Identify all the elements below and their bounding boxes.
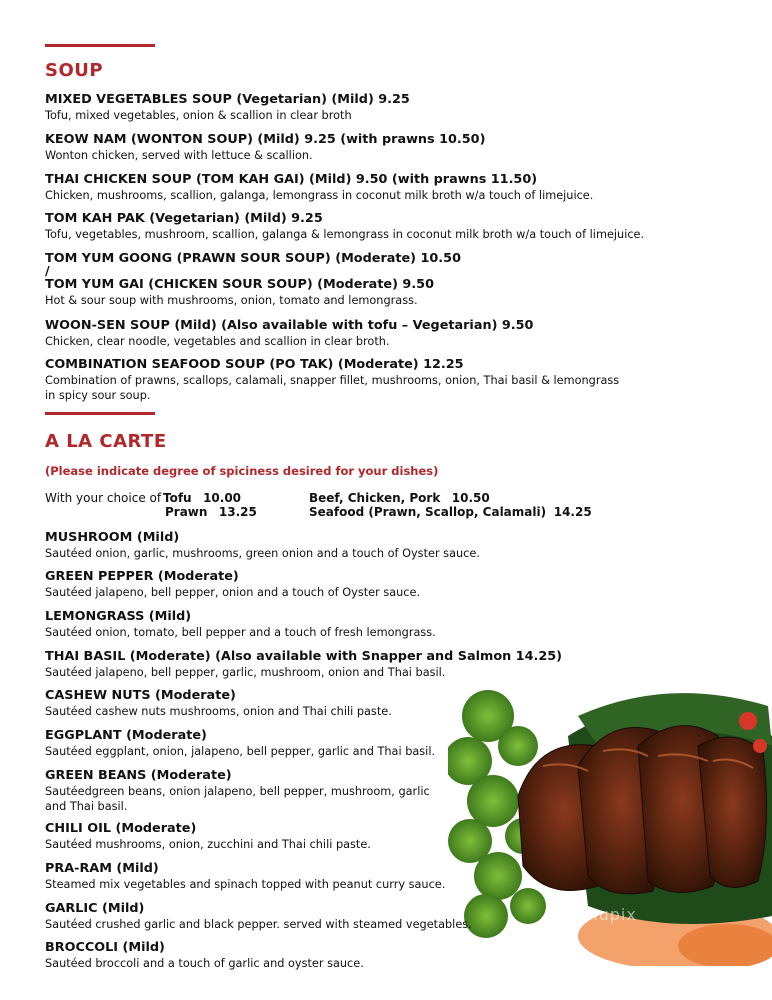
item-description: Sautéed crushed garlic and black pepper. served with steamed vegetables. (45, 918, 472, 931)
item-description: Sautéed jalapeno, bell pepper, garlic, mushroom, onion and Thai basil. (45, 666, 446, 679)
item-description: Chicken, mushrooms, scallion, galanga, lemongrass in coconut milk broth w/a touch of limejuice. (45, 189, 594, 202)
item-title: COMBINATION SEAFOOD SOUP (PO TAK) (Moderate) 12.25 (45, 357, 464, 372)
item-description: Wonton chicken, served with lettuce & scallion. (45, 149, 313, 162)
item-description: Sautéed cashew nuts mushrooms, onion and Thai chili paste. (45, 705, 392, 718)
item-description: Sautéed broccoli and a touch of garlic and oyster sauce. (45, 957, 364, 970)
menu-item (45, 569, 705, 600)
item-title: GREEN BEANS (Moderate) (45, 768, 232, 783)
menu-item (45, 940, 705, 971)
choice-seafood (309, 505, 592, 519)
item-title: CASHEW NUTS (Moderate) (45, 688, 236, 703)
item-description: Tofu, mixed vegetables, onion & scallion in clear broth (45, 109, 352, 122)
item-title: THAI BASIL (Moderate) (Also available with Snapper and Salmon 14.25) (45, 649, 563, 664)
choice-meat (309, 491, 490, 505)
item-title: BROCCOLI (Mild) (45, 940, 165, 955)
item-description: Steamed mix vegetables and spinach topped with peanut curry sauce. (45, 878, 446, 891)
menu-item (45, 901, 705, 932)
soup-heading: SOUP (45, 60, 104, 81)
item-title: MIXED VEGETABLES SOUP (Vegetarian) (Mild) 9.25 (45, 92, 410, 107)
section-divider (45, 412, 155, 415)
alacarte-heading: A LA CARTE (45, 431, 167, 452)
item-title: CHILI OIL (Moderate) (45, 821, 197, 836)
item-description-cont: in spicy sour soup. (45, 389, 151, 402)
menu-item (45, 861, 705, 892)
item-title: MUSHROOM (Mild) (45, 530, 180, 545)
watermark-logo: menupix (560, 905, 637, 924)
item-title: THAI CHICKEN SOUP (TOM KAH GAI) (Mild) 9.50 (with prawns 11.50) (45, 172, 538, 187)
menu-item (45, 318, 705, 349)
menu-item (45, 357, 705, 403)
menu-item (45, 649, 705, 680)
item-title-alt: TOM YUM GAI (CHICKEN SOUR SOUP) (Moderate) 9.50 (45, 277, 434, 292)
item-separator: / (45, 264, 50, 279)
item-description: Sautéed onion, garlic, mushrooms, green onion and a touch of Oyster sauce. (45, 547, 480, 560)
spiciness-note: (Please indicate degree of spiciness desired for your dishes) (45, 464, 439, 478)
item-title: LEMONGRASS (Mild) (45, 609, 192, 624)
item-title: GARLIC (Mild) (45, 901, 145, 916)
menu-item (45, 768, 705, 814)
item-description: Tofu, vegetables, mushroom, scallion, galanga & lemongrass in coconut milk broth w/a touch of limejuice. (45, 228, 645, 241)
choice-price: 10.50 (451, 491, 490, 505)
menu-item (45, 132, 705, 163)
item-title: EGGPLANT (Moderate) (45, 728, 207, 743)
item-description: Sautéedgreen beans, onion jalapeno, bell pepper, mushroom, garlic (45, 785, 430, 798)
choice-label: Tofu (163, 491, 192, 505)
menu-item (45, 211, 705, 242)
choice-intro: With your choice of (45, 491, 162, 505)
item-description: Sautéed jalapeno, bell pepper, onion and a touch of Oyster sauce. (45, 586, 421, 599)
choice-prawn (165, 505, 257, 519)
item-title: TOM YUM GOONG (PRAWN SOUR SOUP) (Moderate) 10.50 (45, 251, 461, 266)
choice-label: Prawn (165, 505, 208, 519)
choice-price: 10.00 (203, 491, 242, 505)
choice-price: 13.25 (218, 505, 257, 519)
section-divider (45, 44, 155, 47)
item-title: KEOW NAM (WONTON SOUP) (Mild) 9.25 (with prawns 10.50) (45, 132, 486, 147)
choice-label: Beef, Chicken, Pork (309, 491, 441, 505)
menu-item (45, 92, 705, 123)
choice-price: 14.25 (553, 505, 592, 519)
menu-item (45, 530, 705, 561)
menu-item (45, 609, 705, 640)
item-description: Chicken, clear noodle, vegetables and scallion in clear broth. (45, 335, 390, 348)
menu-item (45, 728, 705, 759)
menu-item (45, 821, 705, 852)
menu-item (45, 688, 705, 719)
item-description: Sautéed eggplant, onion, jalapeno, bell pepper, garlic and Thai basil. (45, 745, 436, 758)
item-title: WOON-SEN SOUP (Mild) (Also available with tofu – Vegetarian) 9.50 (45, 318, 534, 333)
item-description: Sautéed mushrooms, onion, zucchini and Thai chili paste. (45, 838, 371, 851)
item-description: Combination of prawns, scallops, calamali, snapper fillet, mushrooms, onion, Thai basil & lemongrass (45, 374, 620, 387)
menu-item (45, 251, 705, 308)
item-title: PRA-RAM (Mild) (45, 861, 159, 876)
item-description: Hot & sour soup with mushrooms, onion, tomato and lemongrass. (45, 294, 418, 307)
item-description: Sautéed onion, tomato, bell pepper and a touch of fresh lemongrass. (45, 626, 436, 639)
choice-label: Seafood (Prawn, Scallop, Calamali) (309, 505, 547, 519)
item-description-cont: and Thai basil. (45, 800, 128, 813)
menu-item (45, 172, 705, 203)
choice-tofu (163, 491, 241, 505)
item-title: GREEN PEPPER (Moderate) (45, 569, 239, 584)
item-title: TOM KAH PAK (Vegetarian) (Mild) 9.25 (45, 211, 323, 226)
